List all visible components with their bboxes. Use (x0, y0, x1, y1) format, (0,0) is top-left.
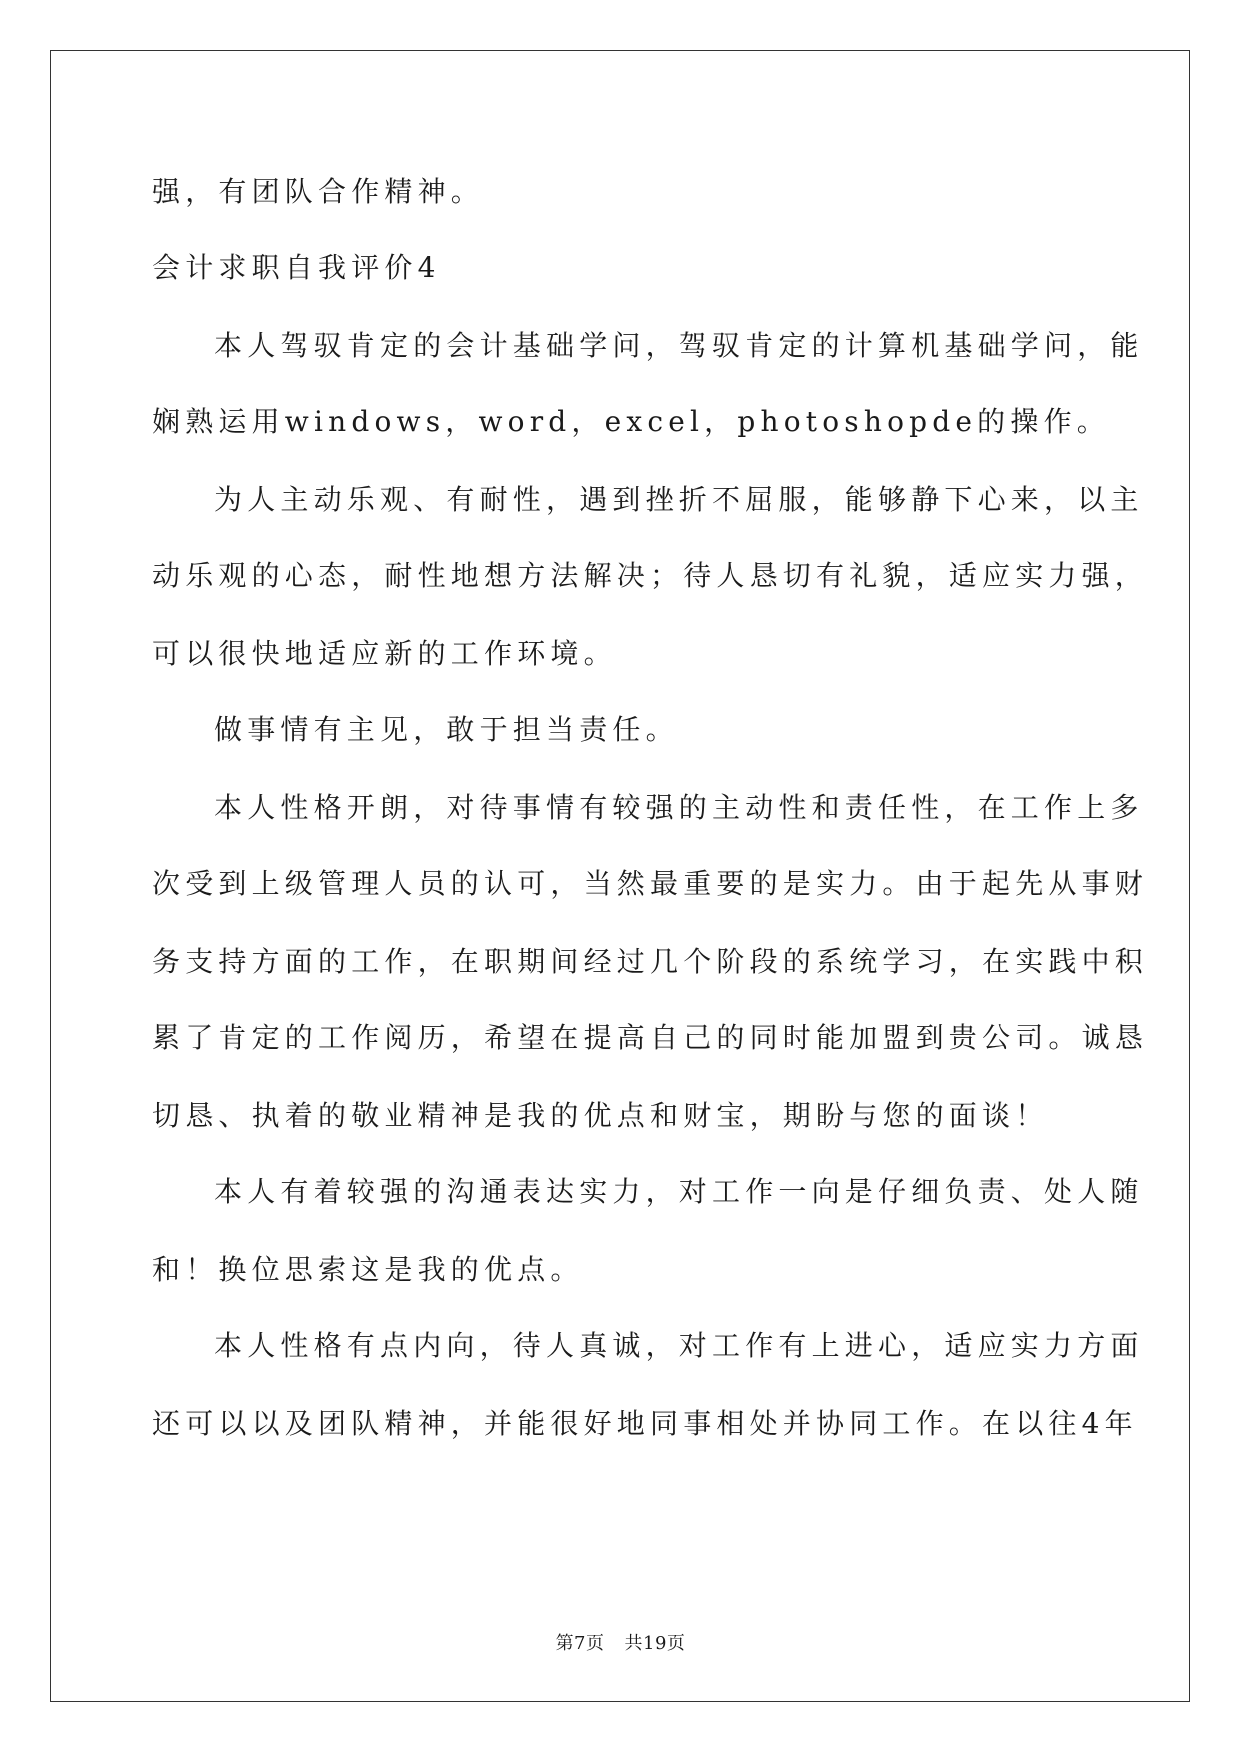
body-line: 和！换位思索这是我的优点。 (152, 1253, 584, 1286)
body-line: 为人主动乐观、有耐性，遇到挫折不屈服，能够静下心来，以主 (214, 483, 1144, 516)
body-line: 强，有团队合作精神。 (152, 175, 485, 208)
body-line: 累了肯定的工作阅历，希望在提高自己的同时能加盟到贵公司。诚恳 (152, 1021, 1149, 1054)
page-number: 第7页 (555, 1633, 605, 1654)
body-line: 还可以以及团队精神，并能很好地同事相处并协同工作。在以往4年 (152, 1407, 1138, 1440)
body-line: 做事情有主见，敢于担当责任。 (214, 713, 679, 746)
body-line: 可以很快地适应新的工作环境。 (152, 637, 617, 670)
body-line: 本人有着较强的沟通表达实力，对工作一向是仔细负责、处人随 (214, 1175, 1144, 1208)
body-line: 本人性格有点内向，待人真诚，对工作有上进心，适应实力方面 (214, 1329, 1144, 1362)
body-line: 动乐观的心态，耐性地想方法解决；待人恳切有礼貌，适应实力强， (152, 559, 1149, 592)
body-line: 切恳、执着的敬业精神是我的优点和财宝，期盼与您的面谈！ (152, 1099, 1049, 1132)
body-line: 娴熟运用windows，word，excel，photoshopde的操作。 (152, 405, 1110, 438)
page-footer (0, 1632, 1241, 1656)
page-total: 共19页 (624, 1633, 686, 1654)
section-heading: 会计求职自我评价4 (152, 251, 441, 284)
body-line: 本人驾驭肯定的会计基础学问，驾驭肯定的计算机基础学问，能 (214, 329, 1144, 362)
body-line: 本人性格开朗，对待事情有较强的主动性和责任性，在工作上多 (214, 791, 1144, 824)
body-line: 次受到上级管理人员的认可，当然最重要的是实力。由于起先从事财 (152, 867, 1149, 900)
body-line: 务支持方面的工作，在职期间经过几个阶段的系统学习，在实践中积 (152, 945, 1149, 978)
